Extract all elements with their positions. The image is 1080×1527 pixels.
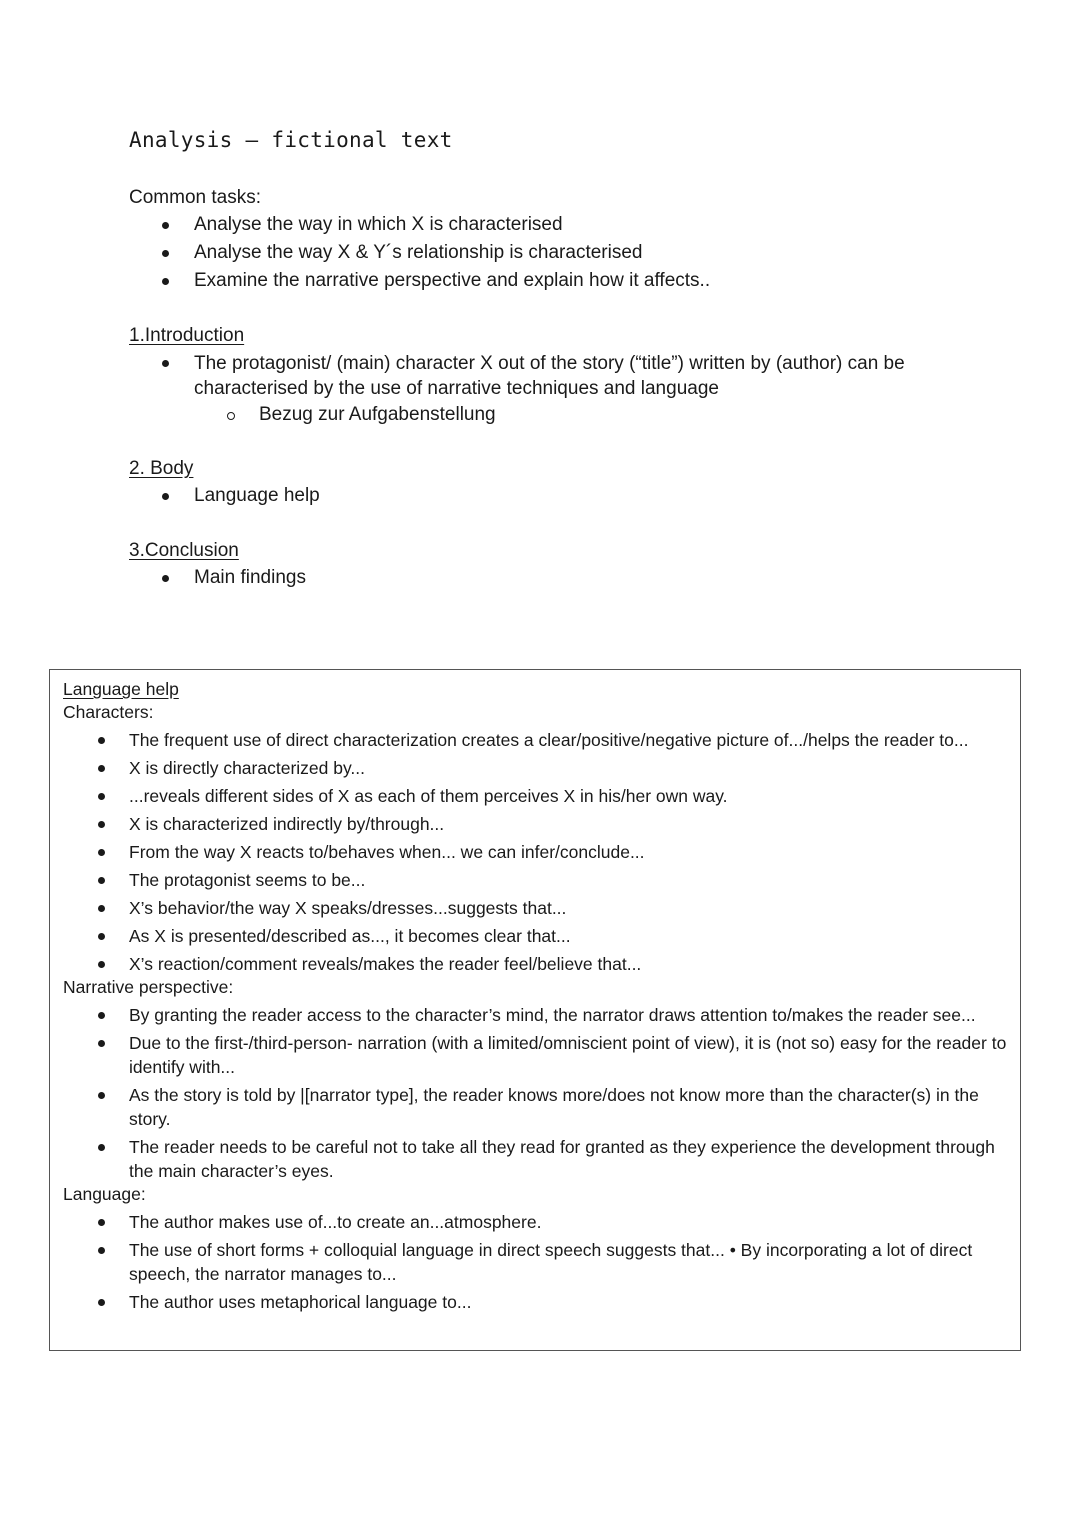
introduction-section [129,323,969,429]
list-item: Analyse the way X & Y´s relationship is characterised [129,239,710,267]
list-item: The use of short forms + colloquial language in direct speech suggests that... • By incorporating a lot of direct speech, the narrator manages to... [63,1238,1010,1286]
body-section [129,456,320,510]
sub-list-item: Bezug zur Aufgabenstellung [129,401,969,429]
list-item: Main findings [129,564,306,592]
list-item: As the story is told by |[narrator type], the reader knows more/does not know more than the character(s) in the story. [63,1083,1010,1131]
narrative-perspective-list [63,1003,1010,1183]
common-tasks-heading: Common tasks: [129,187,261,208]
characters-list [63,728,1010,976]
body-heading: 2. Body [129,458,194,479]
list-item: From the way X reacts to/behaves when... we can infer/conclude... [63,840,1010,864]
list-item: The author makes use of...to create an...atmosphere. [63,1210,1010,1234]
introduction-list [129,349,969,401]
list-item: Due to the first-/third-person- narration (with a limited/omniscient point of view), it is (not so) easy for the reader to identify with... [63,1031,1010,1079]
language-list [63,1210,1010,1314]
list-item: Language help [129,482,320,510]
page-title: Analysis – fictional text [129,128,453,152]
body-list [129,482,320,510]
list-item: The author uses metaphorical language to... [63,1290,1010,1314]
language-help-box [49,669,1021,1351]
list-item: The reader needs to be careful not to take all they read for granted as they experience the development through the main character’s eyes. [63,1135,1010,1183]
list-item: X is directly characterized by... [63,756,1010,780]
common-tasks-section [129,185,710,295]
language-heading: Language: [63,1184,146,1204]
common-tasks-list [129,211,710,295]
list-item: As X is presented/described as..., it becomes clear that... [63,924,1010,948]
conclusion-heading: 3.Conclusion [129,540,239,561]
list-item: The protagonist/ (main) character X out of the story (“title”) written by (author) can be characterised by the use of narrative techniques and language [129,349,969,401]
list-item: ...reveals different sides of X as each of them perceives X in his/her own way. [63,784,1010,808]
list-item: Examine the narrative perspective and explain how it affects.. [129,267,710,295]
list-item: The frequent use of direct characterization creates a clear/positive/negative picture of.../helps the reader to... [63,728,1010,752]
list-item: X’s behavior/the way X speaks/dresses...suggests that... [63,896,1010,920]
list-item: The protagonist seems to be... [63,868,1010,892]
list-item: X’s reaction/comment reveals/makes the reader feel/believe that... [63,952,1010,976]
language-help-heading: Language help [63,679,179,699]
characters-heading: Characters: [63,702,154,722]
list-item: Analyse the way in which X is characterised [129,211,710,239]
conclusion-section [129,538,306,592]
conclusion-list [129,564,306,592]
introduction-heading: 1.Introduction [129,325,245,346]
narrative-perspective-heading: Narrative perspective: [63,977,234,997]
list-item: X is characterized indirectly by/through... [63,812,1010,836]
list-item: By granting the reader access to the character’s mind, the narrator draws attention to/makes the reader see... [63,1003,1010,1027]
